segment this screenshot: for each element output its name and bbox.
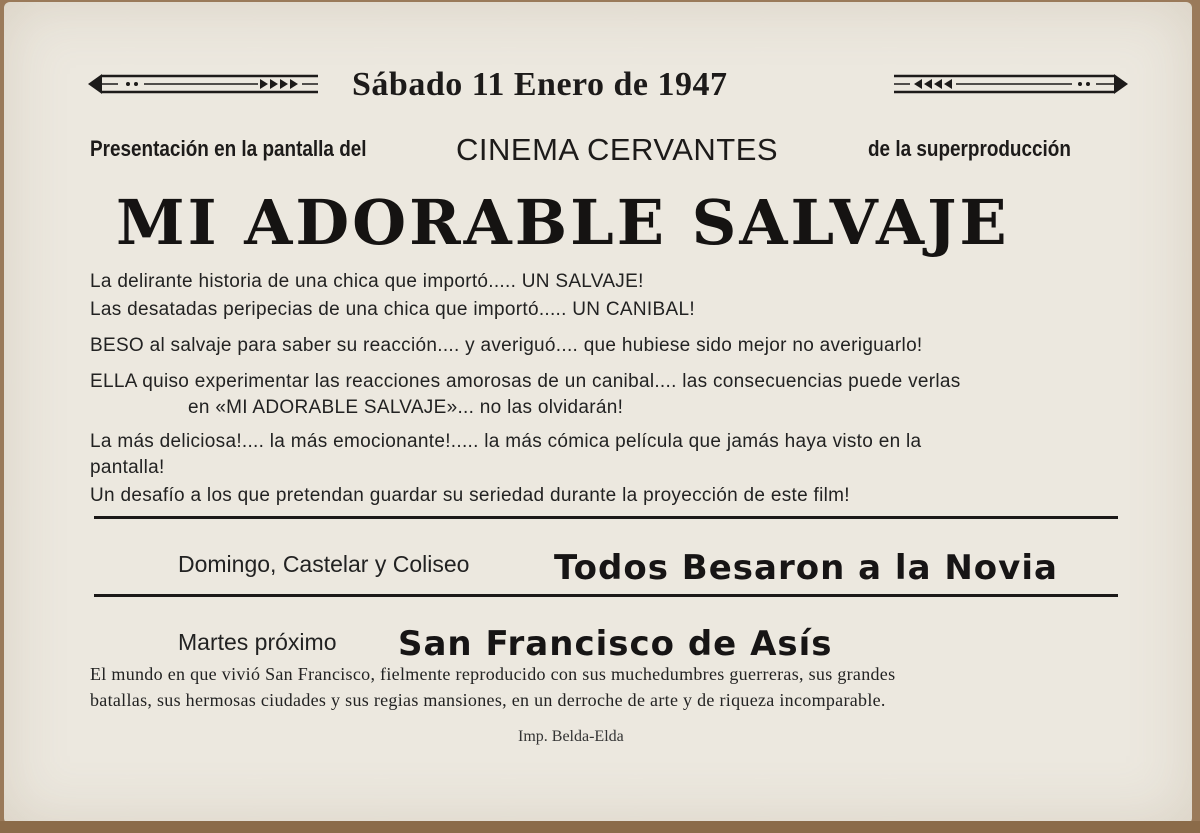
cinema-name: CINEMA CERVANTES <box>456 132 779 167</box>
sunday-film-title: Todos Besaron a la Novia <box>554 548 1058 588</box>
tuesday-film-title: San Francisco de Asís <box>398 624 833 664</box>
left-arrow-ornament-icon <box>88 70 320 98</box>
description-line: ELLA quiso experimentar las reacciones amorosas de un canibal.... las consecuencias puede verlas <box>90 371 961 392</box>
sunday-label: Domingo, Castelar y Coliseo <box>178 551 470 577</box>
description-line: Las desatadas peripecias de una chica que importó..... UN CANIBAL! <box>90 299 695 320</box>
divider-rule <box>94 516 1118 519</box>
divider-rule <box>94 594 1118 597</box>
description-line: en «MI ADORABLE SALVAJE»... no las olvidarán! <box>188 397 624 418</box>
description-line: BESO al salvaje para saber su reacción.... y averiguó.... que hubiese sido mejor no averiguarlo! <box>90 335 923 356</box>
description-line: La delirante historia de una chica que importó..... UN SALVAJE! <box>90 271 644 292</box>
date-heading: Sábado 11 Enero de 1947 <box>352 66 728 103</box>
tuesday-description-line: batallas, sus hermosas ciudades y sus regias mansiones, en un derroche de arte y de riqueza incomparable. <box>90 690 886 710</box>
description-line: Un desafío a los que pretendan guardar su seriedad durante la proyección de este film! <box>90 485 850 506</box>
presentation-prefix: Presentación en la pantalla del <box>90 136 367 161</box>
film-title: MI ADORABLE SALVAJE <box>116 186 1010 259</box>
printer-credit: Imp. Belda-Elda <box>518 728 624 745</box>
description-line: pantalla! <box>90 457 165 478</box>
right-arrow-ornament-icon <box>892 70 1128 98</box>
tuesday-description-line: El mundo en que vivió San Francisco, fielmente reproducido con sus muchedumbres guerreras, sus grandes <box>90 664 896 684</box>
tuesday-label: Martes próximo <box>178 629 337 655</box>
presentation-suffix: de la superproducción <box>868 136 1071 161</box>
description-line: La más deliciosa!.... la más emocionante!..... la más cómica película que jamás haya visto en la <box>90 431 922 452</box>
table-surface <box>0 821 1200 833</box>
